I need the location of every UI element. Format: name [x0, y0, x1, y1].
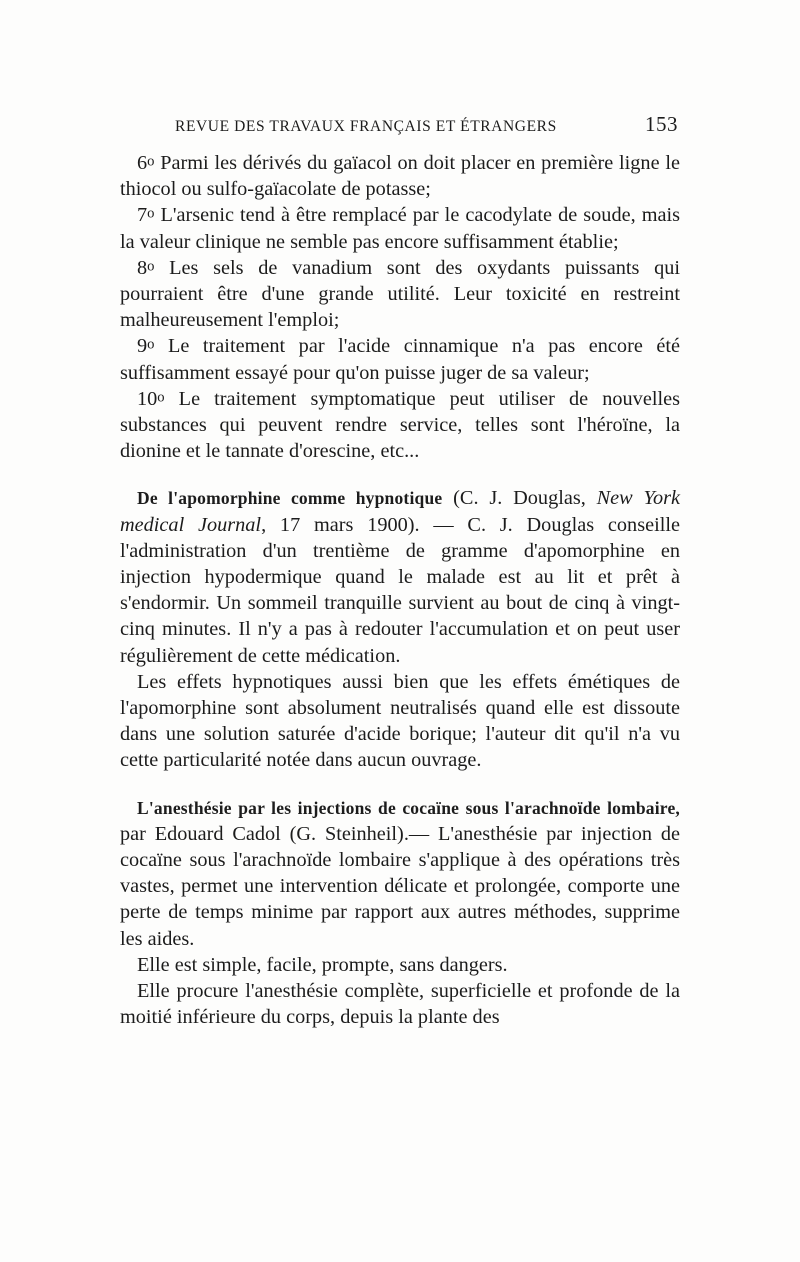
list-item-number: 10 [137, 387, 158, 410]
list-item-text: L'arsenic tend à être remplacé par le cacodylate de soude, mais la valeur clinique ne semble pas encore suffisamment établie; [120, 204, 680, 253]
page-number: 153 [645, 112, 678, 136]
list-item-text: Le traitement par l'acide cinnamique n'a pas encore été suffisamment essayé pour qu'on puisse juger de sa valeur; [120, 335, 680, 384]
list-item [120, 150, 680, 202]
list-item-number: 7 [137, 204, 148, 227]
list-item [120, 202, 680, 254]
article-title: L'anesthésie par les injections de cocaïne sous l'arachnoïde lombaire, [137, 797, 680, 818]
journal-name: New York medical Journal [120, 487, 680, 536]
article-paragraph: Elle est simple, facile, prompte, sans dangers. [137, 953, 508, 976]
list-item-number: 9 [137, 335, 148, 358]
list-item [120, 255, 680, 334]
article-apomorphine [120, 485, 680, 668]
article-anesthesie [120, 795, 680, 952]
list-item-number: 6 [137, 152, 148, 174]
article-title: De l'apomorphine comme hypnotique [137, 488, 443, 509]
article-text: par Edouard Cadol (G. Steinheil).— L'anesthésie par injection de cocaïne sous l'arachnoïde lombaire s'applique à des opérations très vastes, permet une intervention délicate et prolongée, comporte une perte de temps minime par rapport aux autres méthodes, supprime les aides. [120, 822, 680, 950]
article-paragraph: Les effets hypnotiques aussi bien que les effets émétiques de l'apomorphine sont absolument neutralisés quand elle est dissoute dans une solution saturée d'acide borique; l'auteur dit qu'il n'a vu cette particularité notée dans aucun ouvrage. [120, 670, 680, 772]
article-text: , 17 mars 1900). — C. J. Douglas conseille l'administration d'un trentième de gramme d'apomorphine en injection hypodermique quand le malade est au lit et prêt à s'endormir. Un sommeil tranquille survient au bout de cinq à vingt-cinq minutes. Il n'y a pas à redouter l'accumulation et on peut user régulièrement de cette médication. [120, 513, 680, 667]
list-item-ordinal: o [147, 153, 155, 170]
list-item-ordinal: o [157, 389, 165, 406]
list-item-number: 8 [137, 256, 148, 279]
list-item [120, 386, 680, 465]
list-item-ordinal: o [147, 258, 155, 275]
list-item-text: Le traitement symptomatique peut utiliser de nouvelles substances qui peuvent rendre service, telles sont l'héroïne, la dionine et le tannate d'orescine, etc... [120, 387, 680, 463]
running-header [120, 112, 680, 144]
list-item-ordinal: o [147, 205, 155, 222]
page-body [120, 150, 680, 1031]
list-item-text: Les sels de vanadium sont des oxydants puissants qui pourraient être d'une grande utilité. Leur toxicité en restreint malheureusement l'emploi; [120, 256, 680, 332]
article-paragraph: Elle procure l'anesthésie complète, superficielle et profonde de la moitié inférieure du corps, depuis la plante des [120, 980, 680, 1029]
list-item-text: Parmi les dérivés du gaïacol on doit placer en première ligne le thiocol ou sulfo-gaïacolate de potasse; [120, 152, 680, 201]
citation-open: (C. J. Douglas, [442, 487, 597, 510]
list-item-ordinal: o [147, 336, 155, 353]
running-title: REVUE DES TRAVAUX FRANÇAIS ET ÉTRANGERS [175, 118, 557, 135]
list-item [120, 333, 680, 385]
